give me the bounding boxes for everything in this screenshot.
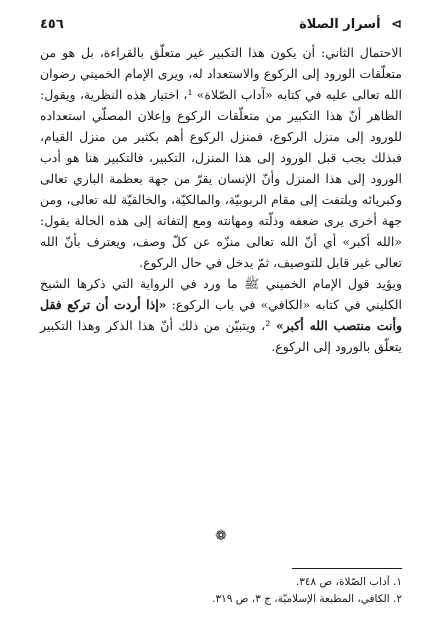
ornament-icon: ❁ [215,528,227,544]
footnote-1: ١. آداب الصّلاة، ص ٣٤٨. [295,576,402,588]
page-number: ٤٥٦ [40,17,64,32]
hadith-quote: «إذا أردت أن تركع فقل وأنت منتصب الله أكبر» [40,297,403,333]
running-header [40,14,402,36]
footnote-2: ٢. الكافي، المطبعة الإسلاميّة، ج ٣، ص ٣١٩. [212,593,402,605]
footnotes [40,574,402,608]
footnote-divider [292,568,402,569]
paragraph-2 [40,273,402,357]
header-separator: ⊳ [391,17,402,32]
header-title-group [299,14,402,36]
main-text [40,42,402,357]
paragraph-2-end: ²، ويتبيّن من ذلك أنّ هذا الذكر وهذا التكبير يتعلّق بالورود إلى الركوع. [40,318,402,354]
paragraph-2-intro: ويؤيد قول الإمام الخميني ﷺ ما ورد في الرواية التي ذكرها الشيخ الكليني في كتابه «الكافي» في باب الركوع: [40,276,402,312]
paragraph-1: الاحتمال الثاني: أن يكون هذا التكبير غير متعلّق بالقراءة، بل هو من متعلّقات الورود إلى الركوع والاستعداد له، ويرى الإمام الخميني رضوان الله تعالى عليه في كتابه «آداب الصّلاة» ¹، اختيار هذه النظرية، ويقول: الظاهر أنّ هذا التكبير من متعلّقات الركوع وإعلان المصلّي استعداده للورود إلى منزل الركوع، فمنزل الركوع أهم بكثير من منزل القيام، فبذلك يجب قبل الورود إلى هذا المنزل، التكبير، فالتكبير هنا هو أدب الورود إلى هذا المنزل وأنّ الإنسان يقرّ من جهة بعظمة الباري تعالى وكبريائه ويلتفت إلى مقام الربوبيّة، والمالكيّة، والخالقيّة لله تعالى، ومن جهة أخرى يرى ضعفه وذلّته ومهانته ومع إلتفاته إلى هذه الحالة يقول: «الله أكبر» أي أنّ الله تعالى منزّه عن كلّ وصف، ويعترف بأنّ الله تعالى غير قابل للتوصيف، ثمّ يدخل في حال الركوع. [40,45,402,270]
header-title: أسرار الصلاة [299,17,381,32]
